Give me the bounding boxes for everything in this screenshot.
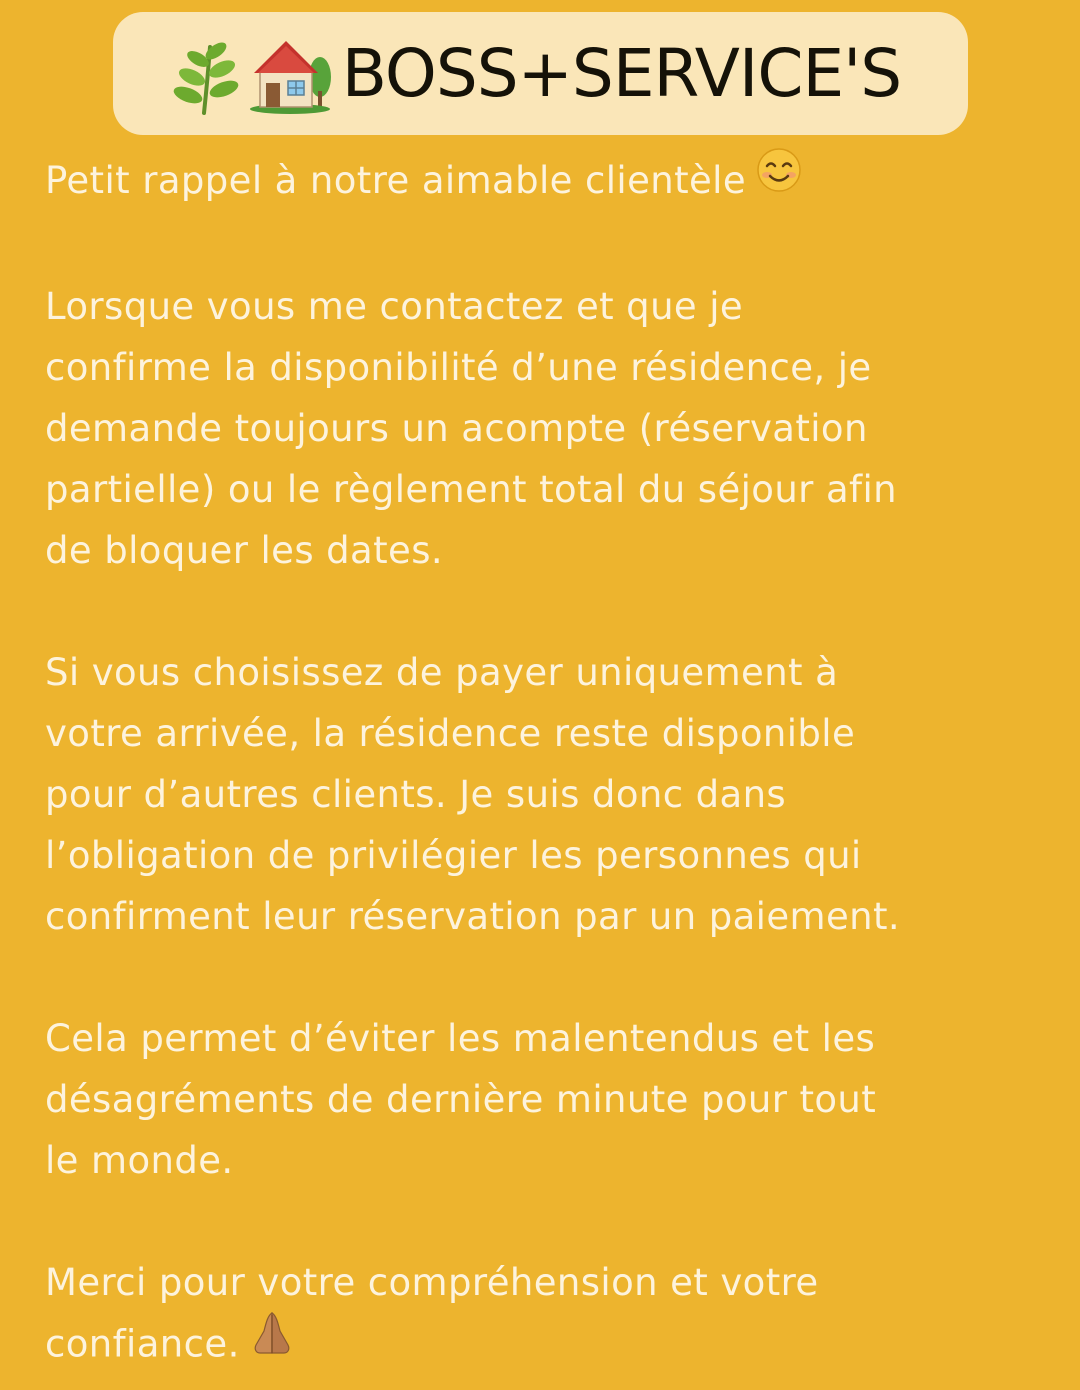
message-body bbox=[45, 150, 1055, 1379]
paragraph-deposit: Lorsque vous me contactez et que je confirme la disponibilité d’une résidence, je demande toujours un acompte (réservation partielle) ou le règlement total du séjour afin de bloquer les dates. bbox=[45, 284, 897, 572]
header-banner bbox=[113, 12, 968, 135]
brand-title: BOSS+SERVICE'S bbox=[341, 34, 902, 112]
closing-text: Merci pour votre compréhension et votre confiance. bbox=[45, 1260, 819, 1365]
house-icon bbox=[248, 35, 332, 119]
greeting-text: Petit rappel à notre aimable clientèle bbox=[45, 159, 747, 202]
folded-hands-icon bbox=[250, 1309, 294, 1375]
smiling-face-icon bbox=[756, 147, 802, 211]
paragraph-payment: Si vous choisissez de payer uniquement à votre arrivée, la résidence reste disponible pour d’autres clients. Je suis donc dans l’obligation de privilégier les personnes qui confirment leur réservation par un paiement. bbox=[45, 650, 901, 938]
paragraph-misunderstanding: Cela permet d’éviter les malentendus et les désagréments de dernière minute pour tout le monde. bbox=[45, 1016, 877, 1182]
herb-icon bbox=[170, 39, 242, 119]
closing-line bbox=[45, 1252, 1055, 1379]
greeting-line bbox=[45, 150, 1055, 215]
header-icons bbox=[170, 35, 332, 119]
